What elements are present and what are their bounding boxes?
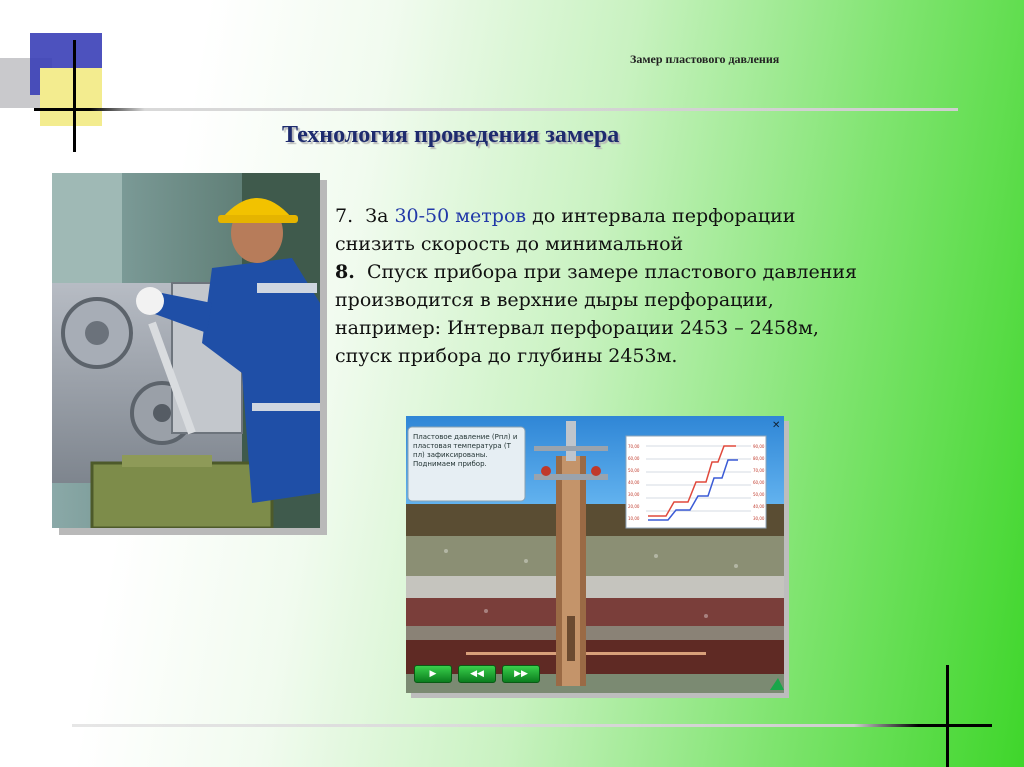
- step-7-number: 7.: [335, 205, 354, 227]
- step-7-line2: снизить скорость до минимальной: [335, 233, 684, 255]
- chart-right-tick: 40,00: [753, 504, 765, 509]
- svg-text:✕: ✕: [772, 420, 781, 431]
- chart-right-tick: 60,00: [753, 480, 765, 485]
- chart-left-tick: 50,00: [628, 468, 640, 473]
- step-8-line4: спуск прибора до глубины 2453м.: [335, 345, 678, 367]
- step-8-line1: Спуск прибора при замере пластового давления: [366, 261, 858, 283]
- simulation-forward-button[interactable]: ▶▶: [502, 665, 540, 683]
- header-rule: [34, 108, 958, 111]
- step-8-number: 8.: [335, 261, 355, 283]
- simulation-rewind-button[interactable]: ◀◀: [458, 665, 496, 683]
- simulation-note-text: Пластовое давление (Рпл) и пластовая температура (Т пл) зафиксированы. Поднимаем прибор.: [413, 433, 518, 468]
- chart-right-tick: 70,00: [753, 468, 765, 473]
- step-7: [335, 202, 995, 230]
- decor-vertical-line-bottom: [946, 665, 949, 767]
- chart-right-tick: 80,00: [753, 456, 765, 461]
- chart-left-tick: 30,00: [628, 492, 640, 497]
- chart-left-tick: 10,00: [628, 516, 640, 521]
- chart-right-tick: 50,00: [753, 492, 765, 497]
- step-8-line2: производится в верхние дыры перфорации,: [335, 289, 774, 311]
- decor-square-yellow: [40, 68, 102, 126]
- simulation-note-panel: [407, 426, 526, 502]
- slide-title: Технология проведения замера: [282, 122, 620, 148]
- chart-right-tick: 30,00: [753, 516, 765, 521]
- step-8-line3: например: Интервал перфорации 2453 – 2458м,: [335, 317, 819, 339]
- chart-left-tick: 70,00: [628, 444, 640, 449]
- simulation-play-button[interactable]: ▶: [414, 665, 452, 683]
- step-7-lead: За: [365, 205, 389, 227]
- step-8: [335, 258, 995, 286]
- steps-text: [335, 202, 995, 370]
- decor-vertical-line-top: [73, 40, 76, 152]
- chart-left-tick: 60,00: [628, 456, 640, 461]
- chart-left-tick: 20,00: [628, 504, 640, 509]
- slide-header: Замер пластового давления: [630, 52, 780, 66]
- chart-left-tick: 40,00: [628, 480, 640, 485]
- chart-right-tick: 90,00: [753, 444, 765, 449]
- step-7-line1: до интервала перфорации: [532, 205, 796, 227]
- step-7-highlight: 30-50 метров: [394, 205, 527, 227]
- footer-rule: [72, 724, 992, 727]
- worker-photo: [52, 173, 320, 528]
